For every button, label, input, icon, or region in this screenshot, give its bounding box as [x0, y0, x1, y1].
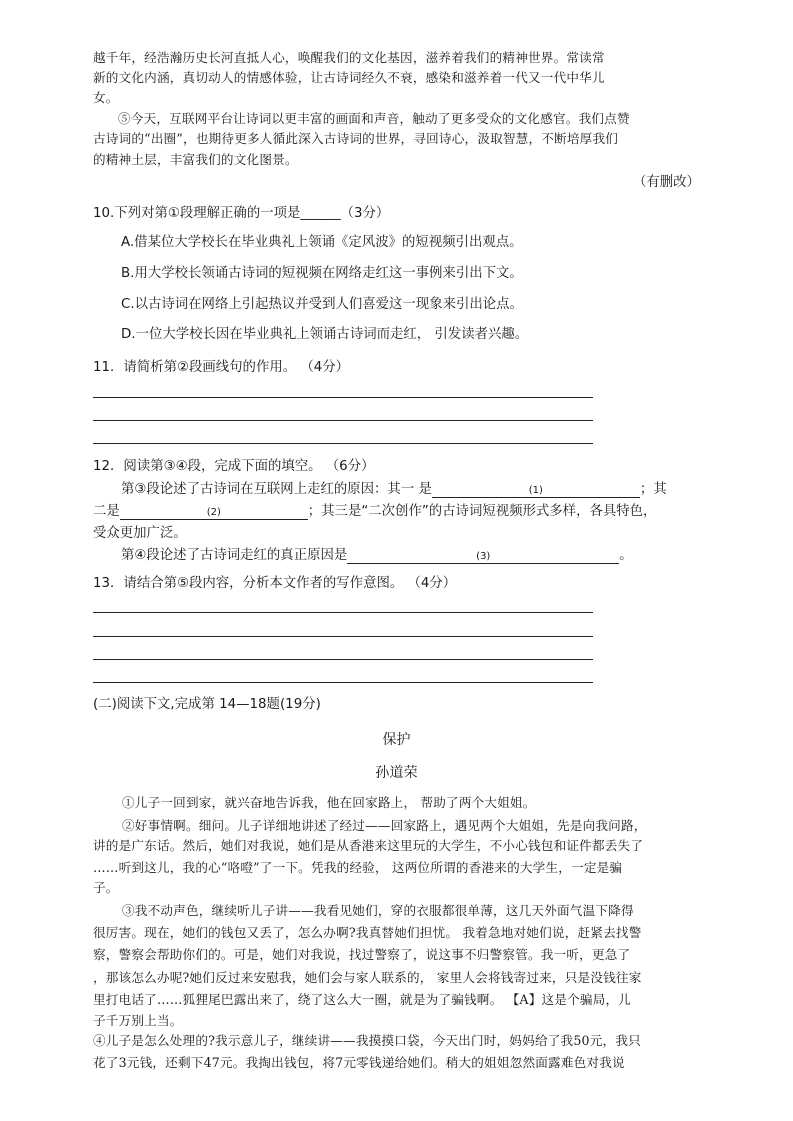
section-2-header: (二)阅读下文,完成第 14—18题(19分) [93, 697, 321, 712]
answer-blank-3[interactable]: (3) [347, 551, 619, 564]
answer-line[interactable] [93, 659, 593, 660]
article-line: 子千万别上当。 [93, 1013, 183, 1028]
article-line: ②好事情啊。细问。儿子详细地讲述了经过——回家路上，遇见两个大姐姐，先是向我问路， [122, 818, 647, 833]
answer-line[interactable] [93, 420, 593, 421]
article-line: 讲的是广东话。然后，她们对我说，她们是从香港来这里玩的大学生，不小心钱包和证件都丢失了 [93, 838, 644, 853]
article-line: ③我不动声色，继续听儿子讲——我看见她们，穿的衣服都很单薄，这几天外面气温下降得 [122, 903, 634, 918]
answer-blank-2[interactable]: (2) [120, 507, 308, 520]
passage1-line: 新的文化内涵，真切动人的情感体验，让古诗词经久不衰，感染和滋养着一代又一代中华儿 [93, 70, 605, 85]
answer-line[interactable] [93, 397, 593, 398]
article-line: ④儿子是怎么处理的?我示意儿子，继续讲——我摸摸口袋，今天出门时，妈妈给了我50元，我只 [93, 1033, 641, 1048]
q12-line4-text: 第④段论述了古诗词走红的真正原因是 [121, 548, 348, 563]
question-11-stem: 11．请简析第②段画线句的作用。 （4分） [93, 360, 350, 375]
passage1-line: 的精神土层，丰富我们的文化图景。 [93, 152, 298, 167]
passage1-line: 女。 [93, 90, 119, 105]
question-10-option-d[interactable]: D.一位大学校长因在毕业典礼上领诵古诗词而走红， 引发读者兴趣。 [121, 327, 529, 342]
question-12-line-4 [121, 549, 633, 564]
question-12-line-2 [93, 505, 656, 520]
q12-line2-text: 二是 [93, 504, 120, 519]
article-line: 察，警察会帮助你们的。可是，她们对我说，找过警察了，说这事不归警察管。我一听，更急了 [93, 947, 631, 962]
q12-line1-text: 第③段论述了古诗词在互联网上走红的原因：其一 是 [121, 482, 432, 497]
article-line: 里打电话了……狐狸尾巴露出来了，绕了这么大一圈，就是为了骗钱啊。 【A】这是个骗局，儿 [93, 992, 632, 1007]
answer-line[interactable] [93, 682, 593, 683]
article-line: 子。 [93, 880, 119, 895]
article-author: 孙道荣 [375, 765, 418, 781]
question-12-stem: 12．阅读第③④段，完成下面的填空。 （6分） [93, 459, 375, 474]
question-12-line-3: 受众更加广泛。 [93, 526, 187, 541]
question-12-line-1 [121, 483, 667, 498]
passage1-line: ⑤今天，互联网平台让诗词以更丰富的画面和声音，触动了更多受众的文化感官。我们点赞 [118, 111, 630, 126]
article-line: ①儿子一回到家，就兴奋地告诉我，他在回家路上， 帮助了两个大姐姐。 [122, 795, 536, 810]
question-10-option-a[interactable]: A.借某位大学校长在毕业典礼上领诵《定风波》的短视频引出观点。 [121, 235, 523, 250]
article-line: ……听到这儿，我的心“咯噔”了一下。凭我的经验， 这两位所谓的香港来的大学生，一定是骗 [93, 860, 623, 875]
question-10-option-c[interactable]: C.以古诗词在网络上引起热议并受到人们喜爱这一现象来引出论点。 [121, 297, 523, 312]
answer-line[interactable] [93, 443, 593, 444]
question-10-option-b[interactable]: B.用大学校长领诵古诗词的短视频在网络走红这一事例来引出下文。 [121, 266, 523, 281]
answer-line[interactable] [93, 612, 593, 613]
q12-line4-suffix: 。 [619, 548, 633, 563]
answer-line[interactable] [93, 636, 593, 637]
edit-note: （有删改） [633, 175, 700, 190]
answer-blank-1[interactable]: (1) [432, 485, 640, 498]
question-10-stem: 10.下列对第①段理解正确的一项是______（3分） [93, 206, 390, 221]
article-line: ，那该怎么办呢?她们反过来安慰我，她们会与家人联系的， 家里人会将钱寄过来，只是没钱往家 [93, 970, 642, 985]
article-line: 很厉害。现在，她们的钱包又丢了，怎么办啊?我真替她们担忧。 我着急地对她们说，赶紧去找警 [93, 925, 642, 940]
question-13-stem: 13．请结合第⑤段内容，分析本文作者的写作意图。 （4分） [93, 576, 457, 591]
q12-line1-suffix: ；其 [639, 482, 667, 497]
passage1-line: 古诗词的“出圈”，也期待更多人循此深入古诗词的世界，寻回诗心，汲取智慧，不断培厚我们 [93, 131, 619, 146]
passage1-line: 越千年，经浩瀚历史长河直抵人心，唤醒我们的文化基因，滋养着我们的精神世界。常读常 [93, 50, 605, 65]
article-line: 花了3元钱，还剩下47元。我掏出钱包，将7元零钱递给她们。稍大的姐姐忽然面露难色对我说 [93, 1055, 625, 1070]
article-title: 保护 [382, 732, 411, 748]
q12-line2-suffix: ；其三是“二次创作”的古诗词短视频形式多样，各具特色， [307, 504, 657, 519]
